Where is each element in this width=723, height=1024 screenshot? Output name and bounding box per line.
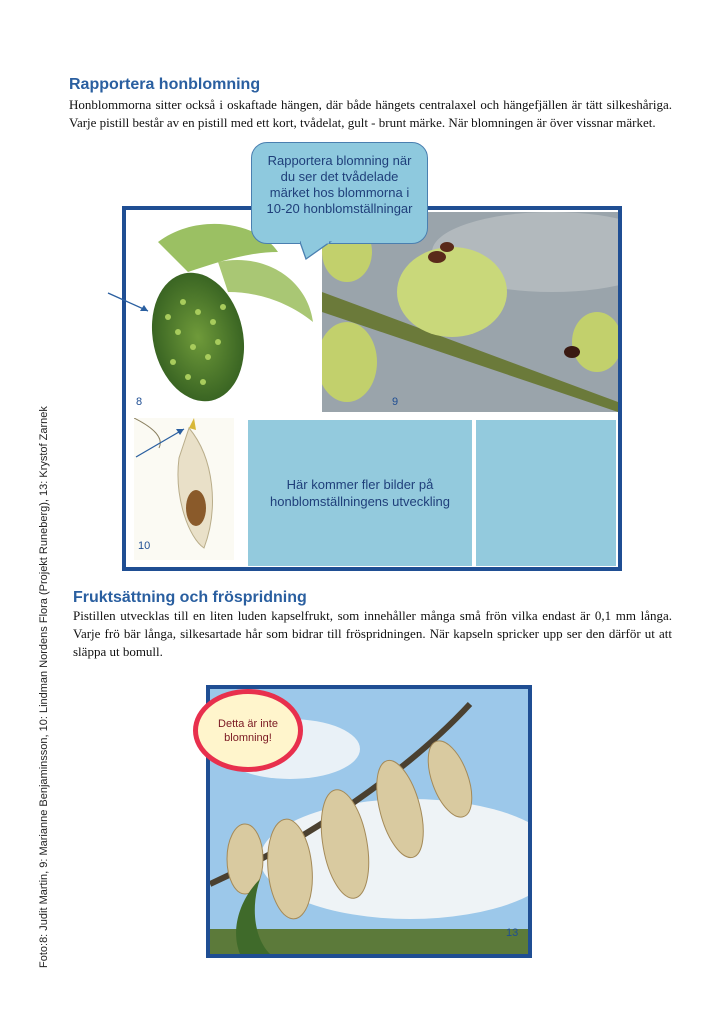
- figure-frame-top: [122, 206, 622, 571]
- placeholder-text: Här kommer fler bilder på honblomställningens utveckling: [270, 477, 450, 509]
- warning-ellipse: [193, 689, 303, 772]
- photo-13-number: 13: [506, 927, 519, 939]
- section-paragraph-frukt: Pistillen utvecklas till en liten luden kapselfrukt, som innehåller många små frön vilka endast är 0,1 mm långa. Varje frö bär långa, silkesartade hår som bidrar till fröspridningen. När kapseln spricker upp ser den därför ut att släppa ut bomull.: [73, 608, 672, 659]
- photo-8-number: 8: [136, 396, 143, 408]
- photo-9-number: 9: [392, 396, 399, 408]
- arrow-to-photo-8: [100, 285, 160, 325]
- section-paragraph-honblomning: Honblommorna sitter också i oskaftade hängen, där både hängets centralaxel och hängefjällen är tätt silkeshåriga. Varje pistill består av en pistill med ett kort, tvådelat, gult - brunt märke. När blomningen är över vissnar märket.: [69, 97, 672, 130]
- photo-10-number: 10: [138, 540, 151, 552]
- section-heading-honblomning: Rapportera honblomning: [69, 76, 261, 93]
- callout-text: Rapportera blomning när du ser det tvådelade märket hos blommorna i 10-20 honblomställningar: [266, 153, 413, 216]
- warning-text: Detta är inte blomning!: [218, 717, 278, 744]
- callout-pointer: [300, 241, 340, 261]
- section-heading-frukt: Fruktsättning och fröspridning: [73, 589, 307, 606]
- arrow-to-photo-10: [130, 415, 200, 465]
- placeholder-panel: [248, 420, 472, 566]
- placeholder-panel-empty: [476, 420, 616, 566]
- photo-credit: Foto:8: Judit Martin, 9: Marianne Benjaminsson, 10: Lindman Nordens Flora (Projekt Runeberg), 13: Krystof Zarnek: [38, 406, 50, 968]
- callout-bubble: [251, 142, 428, 244]
